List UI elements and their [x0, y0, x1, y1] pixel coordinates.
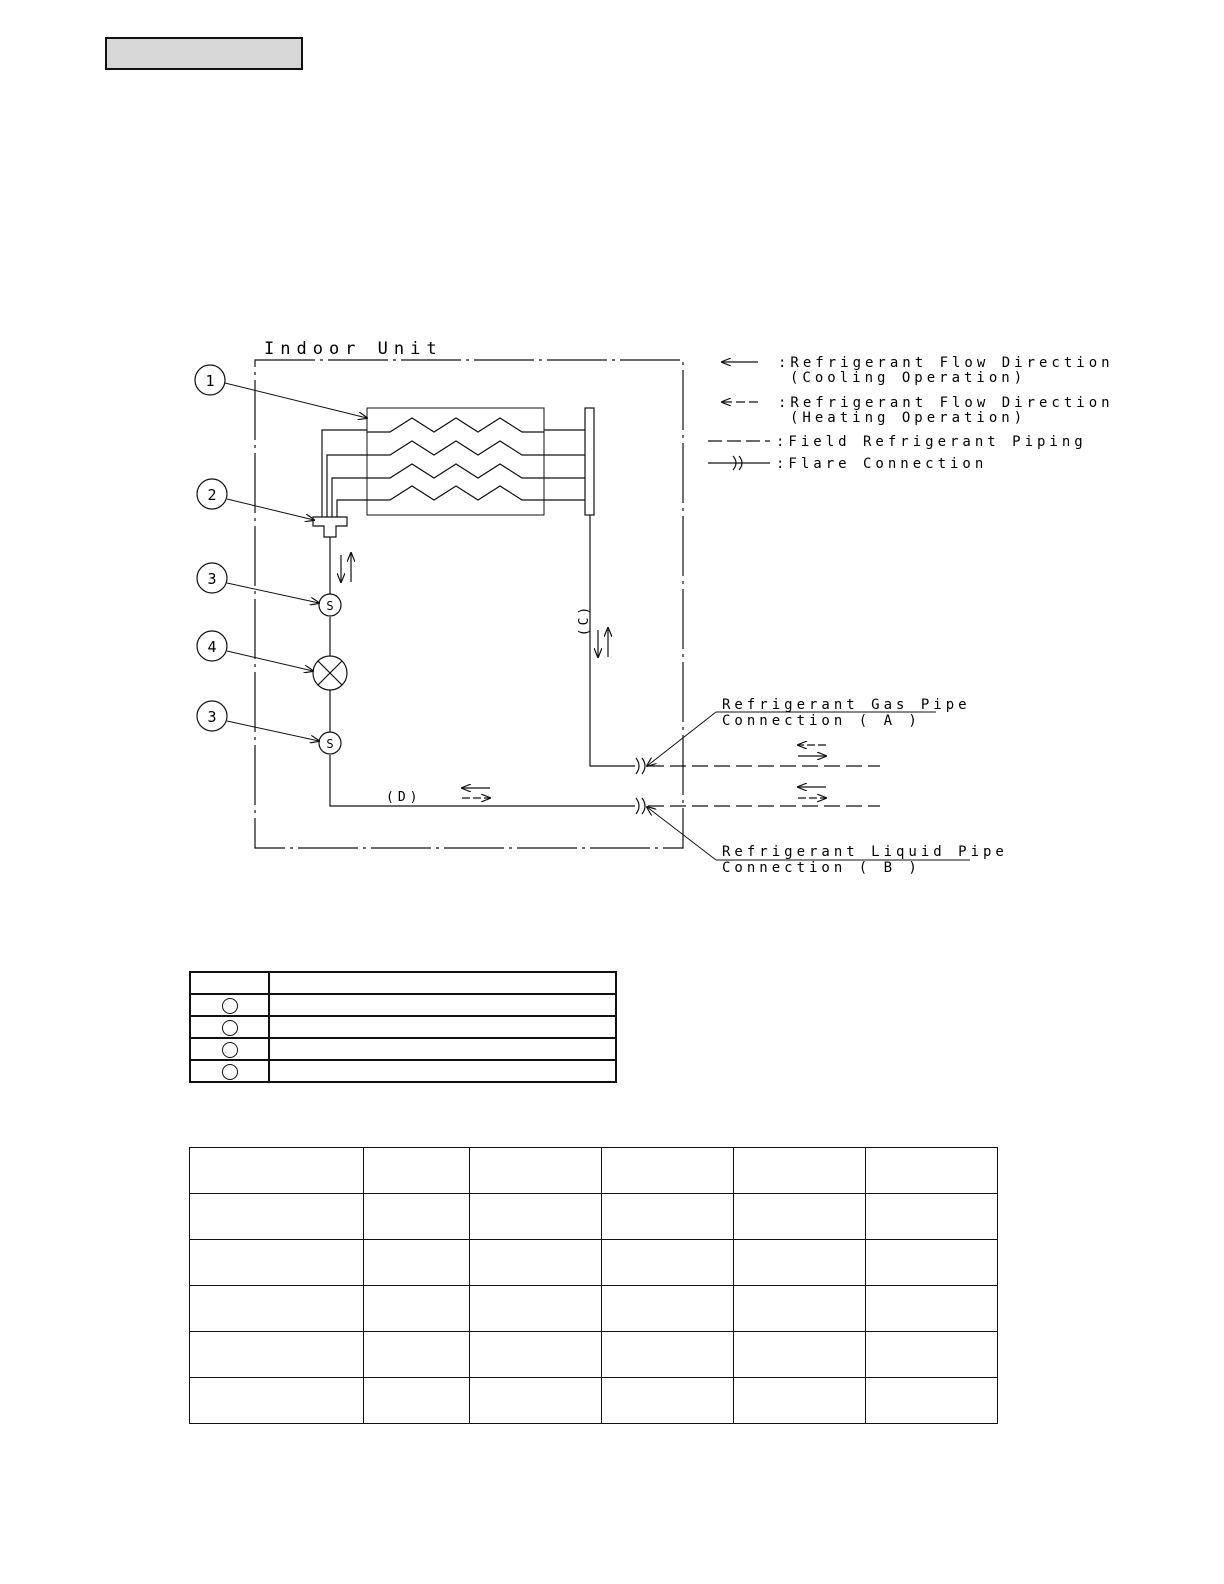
legend-heating-line1: :Refrigerant Flow Direction — [778, 395, 1114, 411]
table-row — [190, 994, 616, 1016]
table-cell — [190, 1240, 364, 1286]
table-cell — [190, 972, 269, 994]
table-row — [190, 1286, 998, 1332]
table-cell — [364, 1378, 470, 1424]
liquid-line-d — [330, 755, 635, 806]
expansion-valve — [313, 656, 347, 690]
table-cell — [190, 1038, 269, 1060]
flare-connection-gas — [636, 758, 645, 774]
table-cell — [190, 1286, 364, 1332]
table-row — [190, 1038, 616, 1060]
table-cell — [190, 1194, 364, 1240]
table-cell — [866, 1332, 998, 1378]
table-cell — [602, 1240, 734, 1286]
legend — [708, 355, 1114, 472]
table-cell — [190, 1060, 269, 1082]
table-cell — [470, 1332, 602, 1378]
table-cell — [602, 1286, 734, 1332]
heat-exchanger — [367, 408, 585, 515]
table-cell — [364, 1148, 470, 1194]
table-cell — [866, 1286, 998, 1332]
table-cell — [734, 1240, 866, 1286]
strainer-lower — [319, 732, 341, 754]
callout-number: 3 — [207, 570, 217, 588]
table-cell — [190, 994, 269, 1016]
callout-3-lower — [197, 701, 319, 741]
legend-cooling-line1: :Refrigerant Flow Direction — [778, 355, 1114, 371]
liquid-leader-line — [647, 807, 716, 860]
table-cell — [364, 1240, 470, 1286]
table-cell — [470, 1194, 602, 1240]
number-circle-icon — [222, 998, 238, 1014]
table-cell — [470, 1148, 602, 1194]
table-cell — [269, 1016, 616, 1038]
callout-number: 1 — [205, 372, 215, 390]
number-circle-icon — [222, 1020, 238, 1036]
table-cell — [602, 1194, 734, 1240]
legend-field-piping: :Field Refrigerant Piping — [776, 434, 1087, 450]
header-pipe — [585, 408, 594, 515]
strainer-upper — [319, 594, 341, 616]
strainer-symbol: S — [326, 599, 334, 613]
gas-leader-line — [647, 712, 716, 766]
table-cell — [269, 1038, 616, 1060]
spec-table — [189, 1147, 998, 1424]
table-cell — [470, 1378, 602, 1424]
legend-heating-line2: (Heating Operation) — [790, 410, 1027, 426]
liquid-connection-label-line2: Connection ( B ) — [722, 860, 921, 876]
table-cell — [190, 1016, 269, 1038]
table-cell — [190, 1378, 364, 1424]
pipe-d-label: (D) — [386, 790, 422, 805]
indoor-unit-label: Indoor Unit — [264, 339, 443, 359]
table-cell — [602, 1332, 734, 1378]
table-cell — [734, 1148, 866, 1194]
table-cell — [734, 1378, 866, 1424]
table-cell — [866, 1378, 998, 1424]
table-cell — [364, 1332, 470, 1378]
table-row — [190, 1332, 998, 1378]
table-cell — [734, 1332, 866, 1378]
table-row — [190, 1148, 998, 1194]
distributor-tubes — [322, 430, 367, 517]
table-row — [190, 1240, 998, 1286]
table-row — [190, 972, 616, 994]
gas-connection-label-line2: Connection ( A ) — [722, 713, 921, 729]
callout-number: 2 — [207, 486, 217, 504]
table-cell — [602, 1378, 734, 1424]
legend-cooling-line2: (Cooling Operation) — [790, 370, 1027, 386]
liquid-connection-label-line1: Refrigerant Liquid Pipe — [722, 844, 1008, 860]
callout-3-upper — [197, 563, 319, 603]
table-cell — [866, 1240, 998, 1286]
table-row — [190, 1060, 616, 1082]
strainer-symbol: S — [326, 737, 334, 751]
callout-number: 4 — [207, 638, 217, 656]
callout-1 — [195, 365, 367, 418]
number-circle-icon — [222, 1064, 238, 1080]
gas-connection-label-line1: Refrigerant Gas Pipe — [722, 697, 971, 713]
pipe-c-label: (C) — [577, 603, 592, 637]
gas-line-c — [590, 515, 635, 766]
number-circle-icon — [222, 1042, 238, 1058]
table-cell — [190, 1148, 364, 1194]
flare-connection-liquid — [636, 798, 645, 814]
table-cell — [470, 1240, 602, 1286]
table-cell — [364, 1286, 470, 1332]
table-cell — [866, 1148, 998, 1194]
legend-flare: :Flare Connection — [776, 456, 988, 472]
table-cell — [602, 1148, 734, 1194]
table-cell — [734, 1194, 866, 1240]
table-cell — [190, 1332, 364, 1378]
distributor — [313, 517, 347, 537]
table-row — [190, 1016, 616, 1038]
table-cell — [734, 1286, 866, 1332]
table-cell — [364, 1194, 470, 1240]
table-cell — [866, 1194, 998, 1240]
callout-number: 3 — [207, 708, 217, 726]
table-cell — [470, 1286, 602, 1332]
table-cell — [269, 994, 616, 1016]
table-row — [190, 1378, 998, 1424]
table-cell — [269, 1060, 616, 1082]
table-cell — [269, 972, 616, 994]
table-row — [190, 1194, 998, 1240]
parts-table — [189, 971, 617, 1083]
